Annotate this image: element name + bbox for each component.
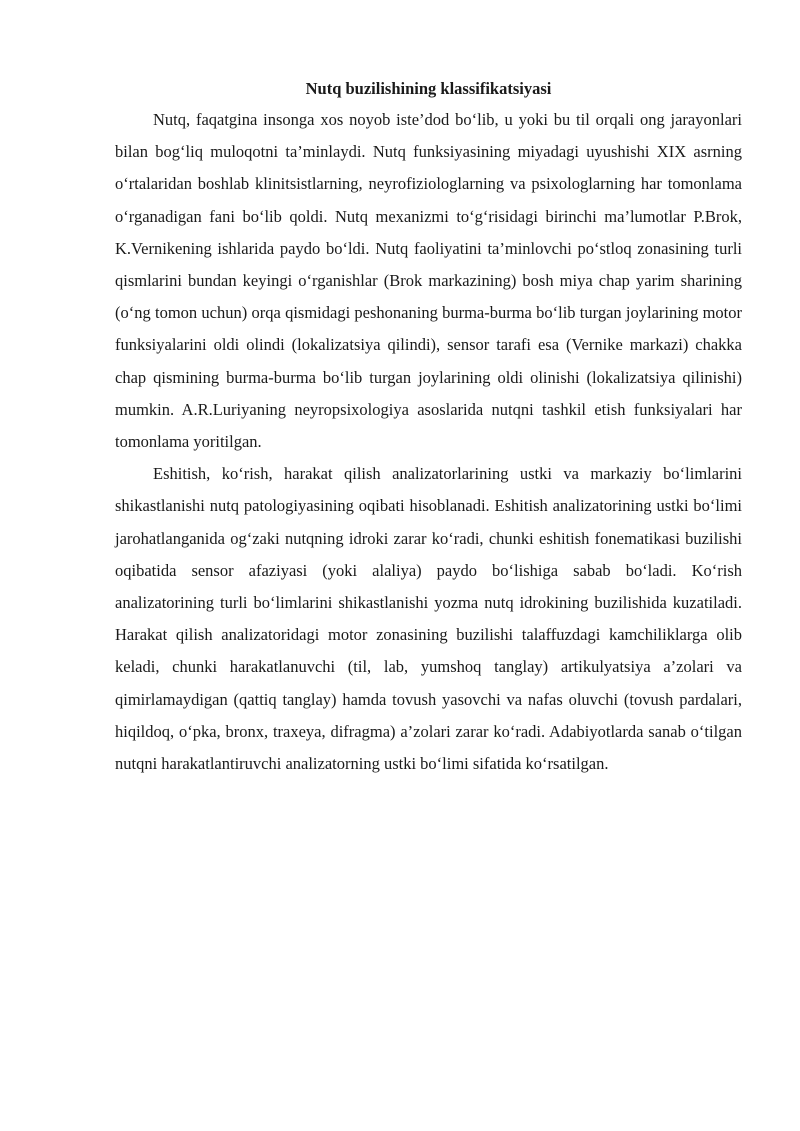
paragraph-2: Eshitish, ko‘rish, harakat qilish analizatorlarining ustki va markaziy bo‘limlarini shikastlanishi nutq patologiyasining oqibati hisoblanadi. Eshitish analizatorining ustki bo‘limi jarohatlanganida og‘zaki nutqning idroki zarar ko‘radi, chunki eshitish fonematikasi buzilishi oqibatida sensor afaziyasi (yoki alaliya) paydo bo‘lishiga sabab bo‘ladi. Ko‘rish analizatorining turli bo‘limlarini shikastlanishi yozma nutq idrokining buzilishida kuzatiladi. Harakat qilish analizatoridagi motor zonasining buzilishi talaffuzdagi kamchiliklarga olib keladi, chunki harakatlanuvchi (til, lab, yumshoq tanglay) artikulyatsiya a’zolari va qimirlamaydigan (qattiq tanglay) hamda tovush yasovchi va nafas oluvchi (tovush pardalari, hiqildoq, o‘pka, bronx, traxeya, difragma) a’zolari zarar ko‘radi. Adabiyotlarda sanab o‘tilgan nutqni harakatlantiruvchi analizatorning ustki bo‘limi sifatida ko‘rsatilgan. bbox=[115, 464, 742, 774]
paragraph-1: Nutq, faqatgina insonga xos noyob iste’dod bo‘lib, u yoki bu til orqali ong jarayonlari bilan bog‘liq muloqotni ta’minlaydi. Nutq funksiyasining miyadagi uyushishi XIX asrning o‘rtalaridan boshlab klinitsistlarning, neyrofiziologlarning va psixologlarning har tomonlama o‘rganadigan fani bo‘lib qoldi. Nutq mexanizmi to‘g‘risidagi birinchi ma’lumotlar P.Brok, K.Vernikening ishlarida paydo bo‘ldi. Nutq faoliyatini ta’minlovchi po‘stloq zonasining turli qismlarini bundan keyingi o‘rganishlar (Brok markazining) bosh miya chap yarim sharining (o‘ng tomon uchun) orqa qismidagi peshonaning burma-burma bo‘lib turgan joylarining motor funksiyalarini oldi olindi (lokalizatsiya qilindi), sensor tarafi esa (Vernike markazi) chakka chap qismining burma-burma bo‘lib turgan joylarining oldi olinishi (lokalizatsiya qilinishi) mumkin. A.R.Luriyaning neyropsixologiya asoslarida nutqni tashkil etish funksiyalari har tomonlama yoritilgan. bbox=[115, 110, 742, 452]
document-title: Nutq buzilishining klassifikatsiyasi bbox=[305, 79, 552, 98]
document-body bbox=[115, 73, 742, 780]
